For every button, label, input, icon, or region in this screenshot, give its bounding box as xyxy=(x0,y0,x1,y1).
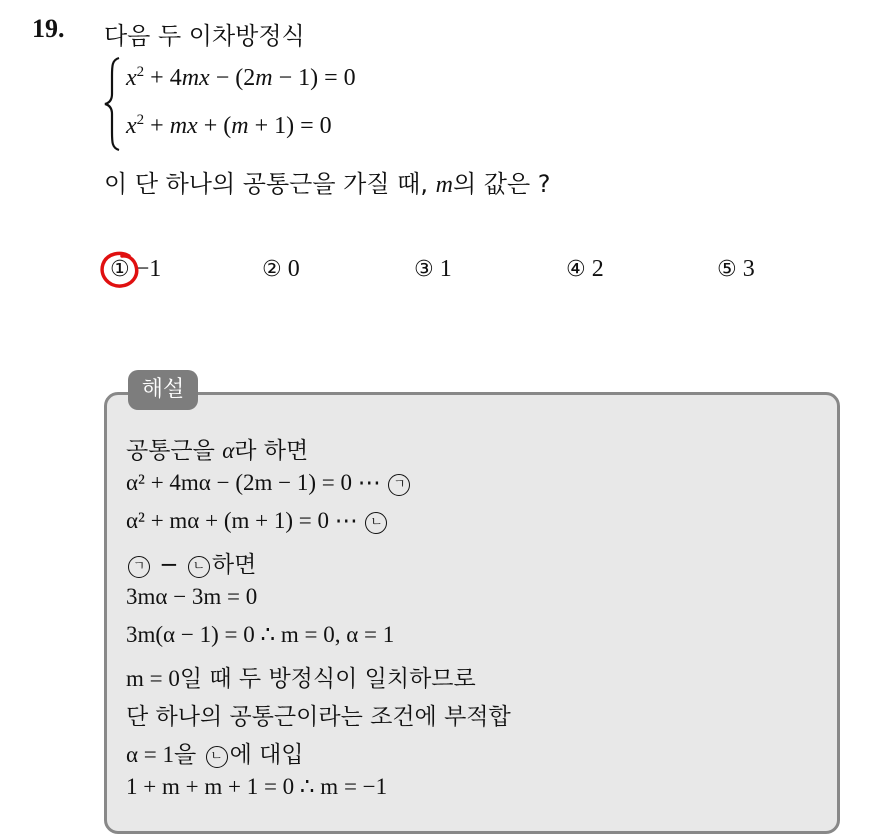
choice-3[interactable]: ③ 1 xyxy=(414,256,452,282)
choice-4[interactable]: ④ 2 xyxy=(566,256,604,282)
solution-line-10: 1 + m + m + 1 = 0 ∴ m = −1 xyxy=(126,774,388,799)
choice-2[interactable]: ② 0 xyxy=(262,256,300,282)
solution-line-8: 단 하나의 공통근이라는 조건에 부적합 xyxy=(126,704,511,730)
solution-line-2: α² + 4mα − (2m − 1) = 0 ⋯ ㄱ xyxy=(126,470,412,496)
equation-2: $x^2$ + mx + (m + 1) = 0 xyxy=(126,112,332,139)
solution-line-6: 3m(α − 1) = 0 ∴ m = 0, α = 1 xyxy=(126,622,395,647)
solution-line-9: α = 1을 ㄴ 에 대입 xyxy=(126,742,304,768)
question-intro: 다음 두 이차방정식 xyxy=(104,22,305,50)
solution-line-7: m = 0일 때 두 방정식이 일치하므로 xyxy=(126,666,476,692)
solution-tab: 해설 xyxy=(128,370,198,410)
choice-1[interactable]: ① −1 xyxy=(110,256,162,282)
solution-line-5: 3mα − 3m = 0 xyxy=(126,584,258,609)
solution-line-3: α² + mα + (m + 1) = 0 ⋯ ㄴ xyxy=(126,508,389,534)
equation-1: $x^2 + 4mx - (2m - 1) = 0$ xyxy=(126,64,356,91)
solution-line-1: 공통근을 α라 하면 xyxy=(126,438,309,464)
answer-circle-mark xyxy=(99,250,141,290)
question-prompt: 이 단 하나의 공통근을 가질 때, m의 값은 ? xyxy=(104,170,551,198)
choice-5[interactable]: ⑤ 3 xyxy=(717,256,755,282)
solution-line-4: ㄱ − ㄴ 하면 xyxy=(126,546,256,579)
question-number: 19. xyxy=(32,14,65,43)
system-brace xyxy=(104,56,122,152)
